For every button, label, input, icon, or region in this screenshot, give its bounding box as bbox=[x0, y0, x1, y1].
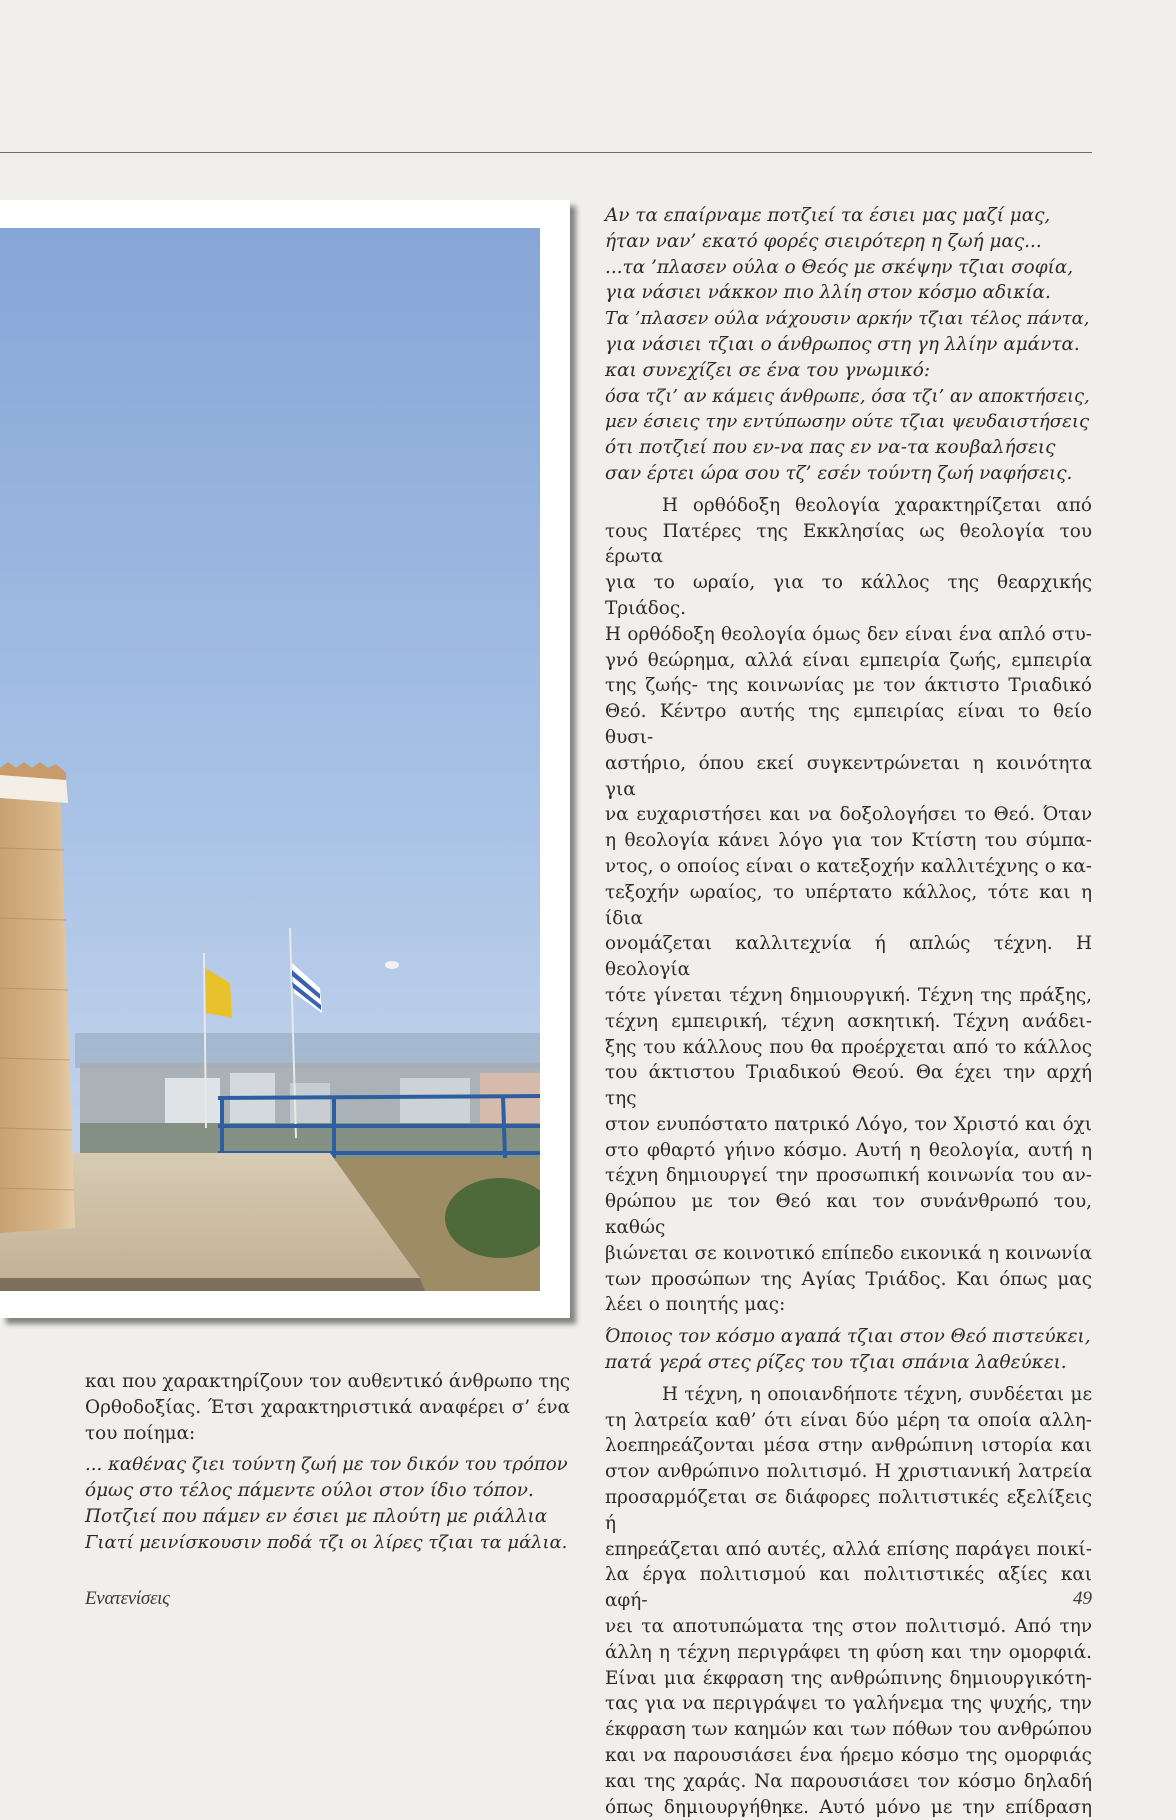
poem-line: όσα τζι’ αν κάμεις άνθρωπε, όσα τζι’ αν αποκτήσεις, bbox=[605, 385, 1090, 407]
paragraph-line: λα έργα πολιτισμού και πολιτιστικές αξίες και αφή- bbox=[605, 1564, 1092, 1612]
body-paragraph-1 bbox=[605, 493, 1092, 1319]
poem-excerpt-2 bbox=[605, 1324, 1092, 1376]
poem-line: Τα ’πλασεν ούλα νάχουσιν αρκήν τζιαι τέλος πάντα, bbox=[605, 308, 1090, 330]
pavement-edge bbox=[0, 1278, 425, 1291]
paragraph-line: των προσώπων της Αγίας Τριάδος. Και όπως μας bbox=[605, 1268, 1092, 1290]
paragraph-line: έκφραση των καημών και των πόθων του ανθρώπου bbox=[605, 1719, 1092, 1741]
paragraph-line: τας για να περιγράψει το γαλήνεμα της ψυχής, την bbox=[605, 1693, 1092, 1715]
paragraph-line: Η ορθόδοξη θεολογία όμως δεν είναι ένα απλό στυ- bbox=[605, 623, 1092, 645]
body-paragraph-left bbox=[85, 1369, 570, 1446]
paragraph-line: της ζωής- της κοινωνίας με τον άκτιστο Τριαδικό bbox=[605, 675, 1092, 697]
paragraph-line: προσαρμόζεται σε διάφορες πολιτιστικές εξελίξεις ή bbox=[605, 1487, 1092, 1534]
poem-line: Αν τα επαίρναμε ποτζιεί τα έσιει μας μαζί μας, bbox=[605, 205, 1051, 226]
paragraph-line: Είναι μια έκφραση της ανθρώπινης δημιουργικότη- bbox=[605, 1667, 1092, 1689]
paragraph-line: ξης του κάλλους που θα προέρχεται από το κάλλος bbox=[605, 1036, 1092, 1058]
paragraph-line: βιώνεται σε κοινοτικό επίπεδο εικονικά η κοινωνία bbox=[605, 1242, 1092, 1264]
poem-line: και συνεχίζει σε ένα του γνωμικό: bbox=[605, 359, 931, 381]
paragraph-line: του ποίημα: bbox=[85, 1422, 196, 1444]
poem-line: για νάσιει τζιαι ο άνθρωπος στη γη λλίην αμάντα. bbox=[605, 333, 1080, 355]
poem-excerpt-left bbox=[85, 1452, 570, 1555]
poem-line: για νάσιει νάκκον πιο λλίη στον κόσμο αδικία. bbox=[605, 282, 1051, 304]
paragraph-line: τους Πατέρες της Εκκλησίας ως θεολογία του έρωτα bbox=[605, 520, 1092, 568]
paragraph-line: του άκτιστου Τριαδικού Θεού. Θα έχει την αρχή της bbox=[605, 1062, 1092, 1110]
paragraph-line: Η τέχνη, η οποιανδήποτε τέχνη, συνδέεται με bbox=[662, 1383, 1092, 1405]
poem-line: Ποτζιεί που πάμεν εν έσιει με πλούτη με ριάλλια bbox=[85, 1505, 548, 1527]
photo-frame bbox=[0, 200, 570, 1318]
paragraph-line: τη λατρεία καθ’ ότι είναι δύο μέρη τα οποία αλλη- bbox=[605, 1409, 1092, 1431]
poem-line: πατά γερά στες ρίζες του τζιαι σπάνια λαθεύκει. bbox=[605, 1352, 1067, 1374]
poem-line: Όποιος τον κόσμο αγαπά τζιαι στον Θεό πιστεύκει, bbox=[605, 1326, 1091, 1348]
paragraph-line: τέχνη εμπειρική, τέχνη ασκητική. Τέχνη ανάδει- bbox=[605, 1010, 1092, 1032]
paragraph-line: γνό θεώρημα, αλλά είναι εμπειρία ζωής, εμπειρία bbox=[605, 649, 1092, 671]
paragraph-line: η θεολογία κάνει λόγο για τον Κτίστη του σύμπα- bbox=[605, 830, 1092, 852]
paragraph-line: λέει ο ποιητής μας: bbox=[605, 1294, 786, 1316]
paragraph-line: τότε γίνεται τέχνη δημιουργική. Τέχνη της πράξης, bbox=[605, 984, 1092, 1006]
paragraph-line: τέχνη δημιουργεί την προσωπική κοινωνία του αν- bbox=[605, 1165, 1092, 1187]
paragraph-line: Η ορθόδοξη θεολογία χαρακτηρίζεται από bbox=[662, 494, 1092, 516]
poem-line: ... καθένας ζιει τούντη ζωή με τον δικόν του τρόπον bbox=[85, 1454, 568, 1476]
photo-tower-flags-image bbox=[0, 228, 540, 1291]
paragraph-line: στο φθαρτό γήινο κόσμο. Αυτή η θεολογία, αυτή η bbox=[605, 1139, 1092, 1161]
paragraph-line: και της χαράς. Να παρουσιάσει τον κόσμο δηλαδή bbox=[605, 1770, 1092, 1792]
paragraph-line: να ευχαριστήσει και να δοξολογήσει το Θεό. Όταν bbox=[605, 804, 1092, 826]
photo-illustration bbox=[0, 228, 540, 1291]
left-column bbox=[85, 1369, 570, 1556]
paragraph-line: άλλη η τέχνη περιγράφει τη φύση και την ομορφιά. bbox=[605, 1641, 1092, 1663]
poem-line: όμως στο τέλος πάμεντε ούλοι στον ίδιο τόπον. bbox=[85, 1480, 534, 1502]
paragraph-line: στον ενυπόστατο πατρικό Λόγο, τον Χριστό και όχι bbox=[605, 1113, 1092, 1135]
paragraph-line: τεξοχήν ωραίος, το υπέρτατο κάλλος, τότε και η ίδια bbox=[605, 881, 1092, 929]
paragraph-line: Ορθοδοξίας. Έτσι χαρακτηριστικά αναφέρει σ’ ένα bbox=[85, 1396, 570, 1418]
poem-excerpt-1 bbox=[605, 203, 1092, 487]
paragraph-line: θρώπου με τον Θεό και τον συνάνθρωπό του, καθώς bbox=[605, 1191, 1092, 1239]
paragraph-line: αστήριο, όπου εκεί συγκεντρώνεται η κοινότητα για bbox=[605, 752, 1092, 800]
poem-line: σαν έρτει ώρα σου τζ’ εσέν τούντη ζωή ναφήσεις. bbox=[605, 462, 1073, 484]
paragraph-line: και να παρουσιάσει ένα ήρεμο κόσμο της ομορφιάς bbox=[605, 1745, 1092, 1767]
poem-line: ότι ποτζιεί που εν-να πας εν να-τα κουβαλήσεις bbox=[605, 437, 1056, 459]
page-number: 49 bbox=[1073, 1588, 1092, 1609]
footer-publication-title: Ενατενίσεις bbox=[85, 1588, 170, 1609]
header-rule bbox=[0, 152, 1092, 153]
paragraph-line: στον ανθρώπινο πολιτισμό. Η χριστιανική λατρεία bbox=[605, 1461, 1092, 1483]
poem-line: μεν έσιεις την εντύπωσην ούτε τζιαι ψευδαιστήσεις bbox=[605, 411, 1090, 433]
paragraph-line: ντος, ο οποίος είναι ο κατεξοχήν καλλιτέχνης ο κα- bbox=[605, 855, 1092, 877]
poem-line: Γιατί μεινίσκουσιν ποδά τζι οι λίρες τζιαι τα μάλια. bbox=[85, 1531, 568, 1553]
paragraph-line: και που χαρακτηρίζουν τον αυθεντικό άνθρωπο της bbox=[85, 1371, 570, 1392]
city-buildings bbox=[80, 1063, 540, 1163]
paragraph-line: για το ωραίο, για το κάλλος της θεαρχικής Τριάδος. bbox=[605, 572, 1092, 619]
body-paragraph-2 bbox=[605, 1382, 1092, 1820]
paragraph-line: ονομάζεται καλλιτεχνία ή απλώς τέχνη. Η θεολογία bbox=[605, 933, 1092, 981]
sea-haze bbox=[75, 1033, 540, 1068]
poem-line: ήταν ναν’ εκατό φορές σιειρότερη η ζωή μας... bbox=[605, 230, 1042, 252]
paragraph-line: νει τα αποτυπώματα της στον πολιτισμό. Από την bbox=[605, 1616, 1092, 1638]
airship bbox=[385, 961, 399, 969]
paragraph-line: λοεπηρεάζονται μέσα στην ανθρώπινη ιστορία και bbox=[605, 1435, 1092, 1457]
poem-line: ...τα ’πλασεν ούλα ο Θεός με σκέψην τζιαι σοφία, bbox=[605, 256, 1074, 278]
right-column bbox=[605, 203, 1092, 1820]
paragraph-line: επηρεάζεται από αυτές, αλλά επίσης παράγει ποικί- bbox=[605, 1538, 1092, 1560]
paragraph-line: όπως δημιουργήθηκε. Αυτό μόνο με την επίδραση bbox=[605, 1796, 1092, 1818]
paragraph-line: Θεό. Κέντρο αυτής της εμπειρίας είναι το θείο θυσι- bbox=[605, 701, 1092, 748]
